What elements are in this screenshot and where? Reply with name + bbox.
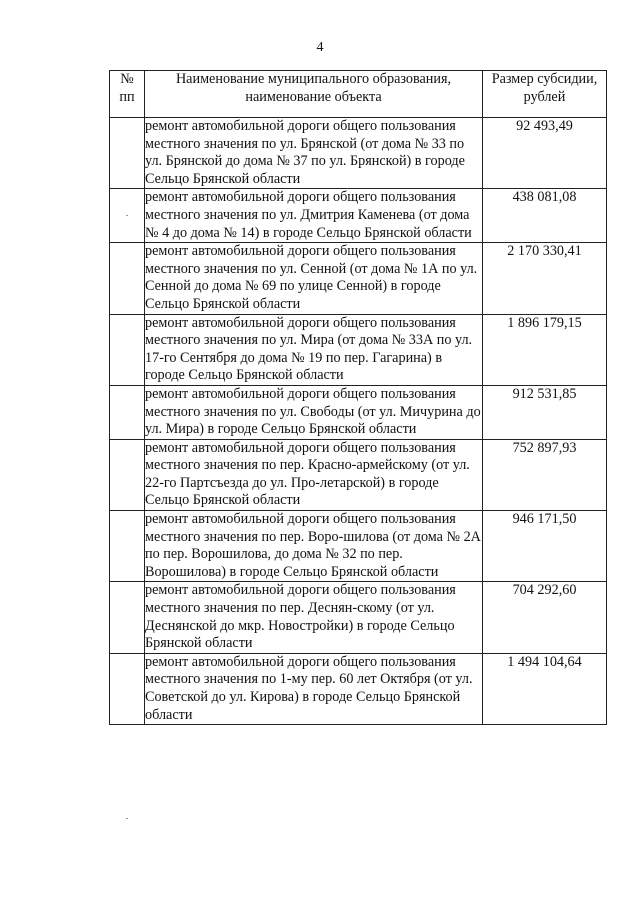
table-row [110, 243, 607, 314]
header-name: Наименование муниципального образования, наименование объекта [145, 71, 483, 118]
page-number: 4 [316, 40, 324, 55]
row-number-cell [110, 511, 145, 582]
subsidy-amount-cell: 1 896 179,15 [483, 314, 607, 385]
object-name-cell: ремонт автомобильной дороги общего пользования местного значения по ул. Брянской (от дома № 33 по ул. Брянской до дома № 37 по ул. Брянской) в городе Сельцо Брянской области [145, 118, 483, 189]
row-number-cell [110, 385, 145, 439]
header-amount: Размер субсидии, рублей [483, 71, 607, 118]
table-row [110, 314, 607, 385]
subsidy-amount-cell: 2 170 330,41 [483, 243, 607, 314]
subsidy-amount-cell: 752 897,93 [483, 439, 607, 510]
object-name-cell: ремонт автомобильной дороги общего пользования местного значения по пер. Деснян-скому (от ул. Деснянской до мкр. Новостройки) в городе Сельцо Брянской области [145, 582, 483, 653]
table-row [110, 653, 607, 724]
object-name-cell: ремонт автомобильной дороги общего пользования местного значения по ул. Дмитрия Каменева (от дома № 4 до дома № 14) в городе Сельцо Брянской области [145, 189, 483, 243]
table-header-row [110, 71, 607, 118]
scan-speck [126, 818, 128, 819]
table-row [110, 511, 607, 582]
table-row [110, 439, 607, 510]
subsidy-amount-cell: 946 171,50 [483, 511, 607, 582]
header-num [110, 71, 145, 118]
subsidy-amount-cell: 704 292,60 [483, 582, 607, 653]
subsidy-amount-cell: 92 493,49 [483, 118, 607, 189]
object-name-cell: ремонт автомобильной дороги общего пользования местного значения по пер. Красно-армейскому (от ул. 22-го Партсъезда до ул. Про-летарской) в городе Сельцо Брянской области [145, 439, 483, 510]
table-row [110, 189, 607, 243]
row-number-cell [110, 582, 145, 653]
object-name-cell: ремонт автомобильной дороги общего пользования местного значения по 1-му пер. 60 лет Октября (от ул. Советской до ул. Кирова) в городе Сельцо Брянской области [145, 653, 483, 724]
row-number-cell [110, 439, 145, 510]
table-row [110, 118, 607, 189]
object-name-cell: ремонт автомобильной дороги общего пользования местного значения по пер. Воро-шилова (от дома № 2А по пер. Ворошилова, до дома № 32 по пер. Ворошилова) в городе Сельцо Брянской области [145, 511, 483, 582]
subsidy-amount-cell: 438 081,08 [483, 189, 607, 243]
object-name-cell: ремонт автомобильной дороги общего пользования местного значения по ул. Сенной (от дома № 1А по ул. Сенной до дома № 69 по улице Сенной) в городе Сельцо Брянской области [145, 243, 483, 314]
table-row [110, 385, 607, 439]
table-row [110, 582, 607, 653]
row-number-cell [110, 243, 145, 314]
scan-speck [126, 215, 128, 216]
header-num-label: № пп [119, 71, 135, 105]
object-name-cell: ремонт автомобильной дороги общего пользования местного значения по ул. Мира (от дома № 33А по ул. 17-го Сентября до дома № 19 по пер. Гагарина) в городе Сельцо Брянской области [145, 314, 483, 385]
row-number-cell [110, 314, 145, 385]
subsidy-amount-cell: 1 494 104,64 [483, 653, 607, 724]
object-name-cell: ремонт автомобильной дороги общего пользования местного значения по ул. Свободы (от ул. Мичурина до ул. Мира) в городе Сельцо Брянской области [145, 385, 483, 439]
subsidy-table [109, 70, 607, 725]
subsidy-amount-cell: 912 531,85 [483, 385, 607, 439]
row-number-cell [110, 118, 145, 189]
row-number-cell [110, 653, 145, 724]
